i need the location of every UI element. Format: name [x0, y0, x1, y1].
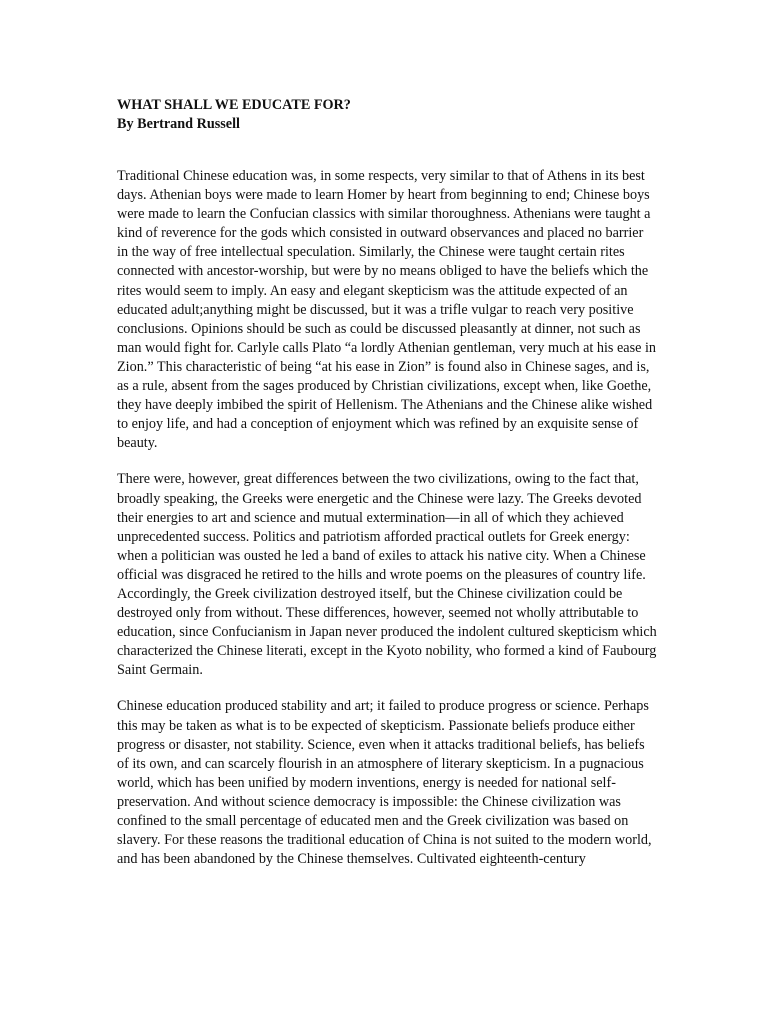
paragraph-2: There were, however, great differences between the two civilizations, owing to the fact that, broadly speaking, the Greeks were energetic and the Chinese were lazy. The Greeks devoted their energies to art and science and mutual extermination—in all of which they achieved unprecedented success. Politics and patriotism afforded practical outlets for Greek energy: when a politician was ousted he led a band of exiles to attack his native city. When a Chinese official was disgraced he retired to the hills and wrote poems on the pleasures of country life. Accordingly, the Greek civilization destroyed itself, but the Chinese civilization could be destroyed only from without. These differences, however, seemed not wholly attributable to education, since Confucianism in Japan never produced the indolent cultured skepticism which characterized the Chinese literati, except in the Kyoto nobility, who formed a kind of Faubourg Saint Germain.: [117, 471, 657, 679]
document-title: WHAT SHALL WE EDUCATE FOR?: [117, 97, 351, 113]
paragraph-1: Traditional Chinese education was, in some respects, very similar to that of Athens in its best days. Athenian boys were made to learn Homer by heart from beginning to end; Chinese boys were made to learn the Confucian classics with similar thoroughness. Athenians were taught a kind of reverence for the gods which consisted in outward observances and placed no barrier in the way of free intellectual speculation. Similarly, the Chinese were taught certain rites connected with ancestor-worship, but were by no means obliged to have the beliefs which the rites would seem to imply. An easy and elegant skepticism was the attitude expected of an educated adult;anything might be discussed, but it was a trifle vulgar to reach very positive conclusions. Opinions should be such as could be discussed pleasantly at dinner, not such as man would fight for. Carlyle calls Plato “a lordly Athenian gentleman, very much at his ease in Zion.” This characteristic of being “at his ease in Zion” is found also in Chinese sages, and is, as a rule, absent from the sages produced by Christian civilizations, except when, like Goethe, they have deeply imbibed the spirit of Hellenism. The Athenians and the Chinese alike wished to enjoy life, and had a conception of enjoyment which was refined by an exquisite sense of beauty.: [117, 168, 656, 452]
document-page: [117, 96, 657, 886]
document-author: By Bertrand Russell: [117, 116, 240, 132]
paragraph-3: Chinese education produced stability and art; it failed to produce progress or science. Perhaps this may be taken as what is to be expected of skepticism. Passionate beliefs produce either progress or disaster, not stability. Science, even when it attacks traditional beliefs, has beliefs of its own, and can scarcely flourish in an atmosphere of literary skepticism. In a pugnacious world, which has been unified by modern inventions, energy is needed for national self-preservation. And without science democracy is impossible: the Chinese civilization was confined to the small percentage of educated men and the Greek civilization was based on slavery. For these reasons the traditional education of China is not suited to the modern world, and has been abandoned by the Chinese themselves. Cultivated eighteenth-century: [117, 698, 652, 868]
